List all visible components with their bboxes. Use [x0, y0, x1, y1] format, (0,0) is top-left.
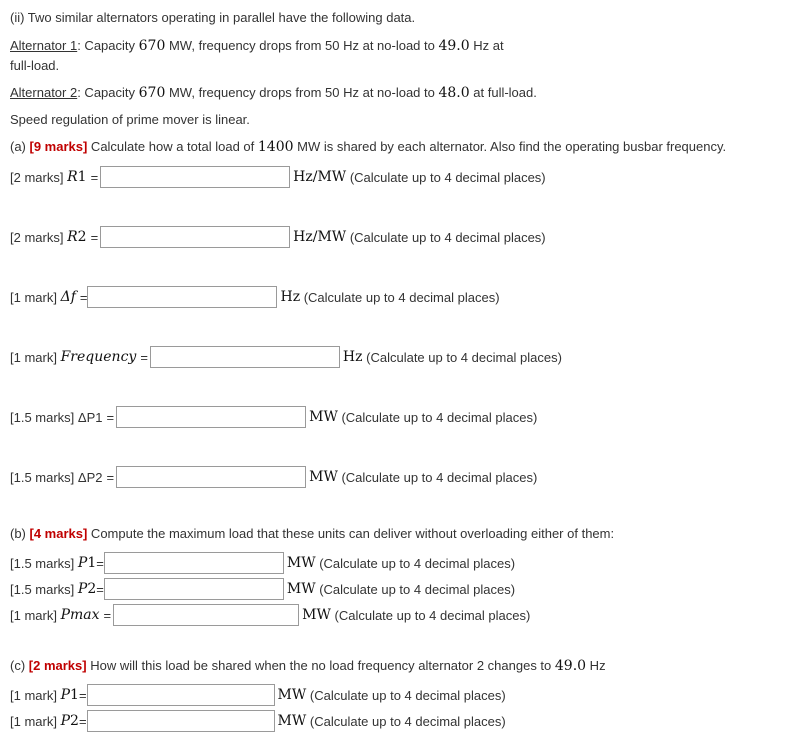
frequency-input[interactable]	[150, 346, 340, 368]
row-variable: P	[77, 555, 88, 571]
row-unit: Hz	[280, 289, 301, 305]
part-b-question	[10, 526, 614, 542]
alt2-text-c: at full-load.	[469, 85, 537, 100]
part-c-question	[10, 658, 606, 674]
alt2-freq: 48.0	[438, 85, 470, 101]
row-marks: [1 mark]	[10, 289, 57, 305]
row-variable: P	[60, 607, 71, 623]
part-a-marks: [9 marks]	[29, 139, 88, 154]
row-subscript: 2	[77, 229, 87, 245]
row-unit: MW	[309, 409, 338, 425]
row-equals: =	[90, 229, 99, 245]
row-marks: [1 mark]	[10, 349, 57, 365]
row-equals: =	[103, 607, 112, 623]
part-c-freq: 49.0	[554, 658, 587, 674]
row-unit: Hz	[342, 349, 363, 365]
intro-text: (ii) Two similar alternators operating in parallel have the following data.	[10, 10, 416, 25]
row-variable: Frequency	[60, 349, 137, 365]
row-marks: [1 mark]	[10, 607, 57, 623]
answer-row-b-p2	[10, 577, 515, 601]
delta-p1-input[interactable]	[116, 406, 306, 428]
part-b-prefix: (b)	[10, 526, 30, 541]
answer-row-r1	[10, 165, 546, 189]
row-hint: (Calculate up to 4 decimal places)	[341, 469, 538, 485]
answer-row-c-p1	[10, 683, 506, 707]
row-unit: MW	[277, 687, 307, 703]
row-unit: MW	[286, 555, 316, 571]
row-marks: [2 marks]	[10, 169, 64, 185]
alt1-capacity: 670	[138, 38, 166, 54]
alternator-1-label: Alternator 1	[10, 38, 78, 53]
row-marks: [1.5 marks]	[10, 409, 75, 425]
row-hint: (Calculate up to 4 decimal places)	[303, 289, 500, 305]
part-a-question	[10, 139, 726, 155]
row-equals: =	[106, 409, 115, 425]
answer-row-b-p1	[10, 551, 515, 575]
row-equals: =	[90, 169, 99, 185]
row-hint: (Calculate up to 4 decimal places)	[309, 713, 506, 729]
row-equals: =	[106, 469, 115, 485]
alt2-capacity: 670	[138, 85, 166, 101]
c-p1-input[interactable]	[87, 684, 275, 706]
row-unit: Hz/MW	[293, 229, 347, 245]
row-unit: Hz/MW	[293, 169, 347, 185]
row-hint: (Calculate up to 4 decimal places)	[349, 229, 546, 245]
b-pmax-input[interactable]	[113, 604, 299, 626]
alt1-text-a: : Capacity	[77, 38, 139, 53]
row-hint: (Calculate up to 4 decimal places)	[319, 555, 516, 571]
answer-row-r2	[10, 225, 546, 249]
row-marks: [1.5 marks]	[10, 469, 75, 485]
row-unit: MW	[277, 713, 307, 729]
c-p2-input[interactable]	[87, 710, 275, 732]
answer-row-delta-p2	[10, 465, 537, 489]
row-unit: MW	[302, 607, 331, 623]
answer-row-frequency	[10, 345, 562, 369]
row-subscript: 1	[77, 169, 87, 185]
row-subscript: 1	[70, 687, 79, 703]
row-hint: (Calculate up to 4 decimal places)	[349, 169, 546, 185]
row-equals: =	[78, 687, 87, 703]
part-c-prefix: (c)	[10, 658, 29, 673]
part-a-prefix: (a)	[10, 139, 30, 154]
row-subscript: 2	[87, 581, 97, 597]
row-equals: =	[78, 713, 87, 729]
row-marks: [1 mark]	[10, 687, 57, 703]
row-equals: =	[140, 349, 148, 365]
row-variable: R	[67, 169, 78, 185]
part-c-text: How will this load be shared when the no load frequency alternator 2 changes to	[86, 658, 555, 673]
part-a-text-a: Calculate how a total load of	[87, 139, 258, 154]
row-marks: [1.5 marks]	[10, 555, 75, 571]
row-hint: (Calculate up to 4 decimal places)	[341, 409, 538, 425]
answer-row-delta-f	[10, 285, 500, 309]
row-variable: P	[60, 687, 71, 703]
row-marks: [2 marks]	[10, 229, 64, 245]
part-a-load: 1400	[257, 139, 294, 155]
part-c-marks: [2 marks]	[28, 658, 87, 673]
delta-f-input[interactable]	[87, 286, 277, 308]
alternator-2-line	[10, 85, 537, 101]
b-p1-input[interactable]	[104, 552, 284, 574]
speed-note: Speed regulation of prime mover is linear.	[10, 112, 250, 127]
row-variable: ΔP2	[77, 469, 103, 485]
alternator-1-line	[10, 38, 504, 54]
row-unit: MW	[309, 469, 338, 485]
row-variable: ΔP1	[77, 409, 103, 425]
alt1-text-b: MW, frequency drops from 50 Hz at no-load to	[165, 38, 439, 53]
row-subscript: 2	[70, 713, 79, 729]
row-variable: P	[60, 713, 71, 729]
answer-row-c-p2	[10, 709, 506, 733]
alternator-2-label: Alternator 2	[10, 85, 78, 100]
row-hint: (Calculate up to 4 decimal places)	[366, 349, 562, 365]
answer-row-delta-p1	[10, 405, 537, 429]
row-subscript: 1	[87, 555, 97, 571]
part-b-text: Compute the maximum load that these units can deliver without overloading either of them:	[87, 526, 615, 541]
alt2-text-b: MW, frequency drops from 50 Hz at no-load to	[165, 85, 439, 100]
row-subscript: max	[70, 607, 100, 623]
part-a-text-b: MW is shared by each alternator. Also find the operating busbar frequency.	[293, 139, 727, 154]
r2-input[interactable]	[100, 226, 290, 248]
alt1-text-c: Hz at	[469, 38, 504, 53]
row-equals: =	[96, 581, 104, 597]
row-equals: =	[96, 555, 104, 571]
answer-row-b-pmax	[10, 603, 530, 627]
row-marks: [1.5 marks]	[10, 581, 75, 597]
row-hint: (Calculate up to 4 decimal places)	[309, 687, 506, 703]
part-b-marks: [4 marks]	[29, 526, 88, 541]
row-hint: (Calculate up to 4 decimal places)	[319, 581, 516, 597]
row-marks: [1 mark]	[10, 713, 57, 729]
r1-input[interactable]	[100, 166, 290, 188]
row-hint: (Calculate up to 4 decimal places)	[334, 607, 531, 623]
alt1-freq: 49.0	[438, 38, 470, 54]
row-variable: Δf	[60, 289, 76, 305]
delta-p2-input[interactable]	[116, 466, 306, 488]
b-p2-input[interactable]	[104, 578, 284, 600]
part-c-unit: Hz	[586, 658, 606, 673]
alt1-text-d: full-load.	[10, 58, 60, 73]
row-variable: P	[77, 581, 88, 597]
row-unit: MW	[286, 581, 316, 597]
row-variable: R	[67, 229, 78, 245]
row-equals: =	[79, 289, 88, 305]
alt2-text-a: : Capacity	[77, 85, 139, 100]
